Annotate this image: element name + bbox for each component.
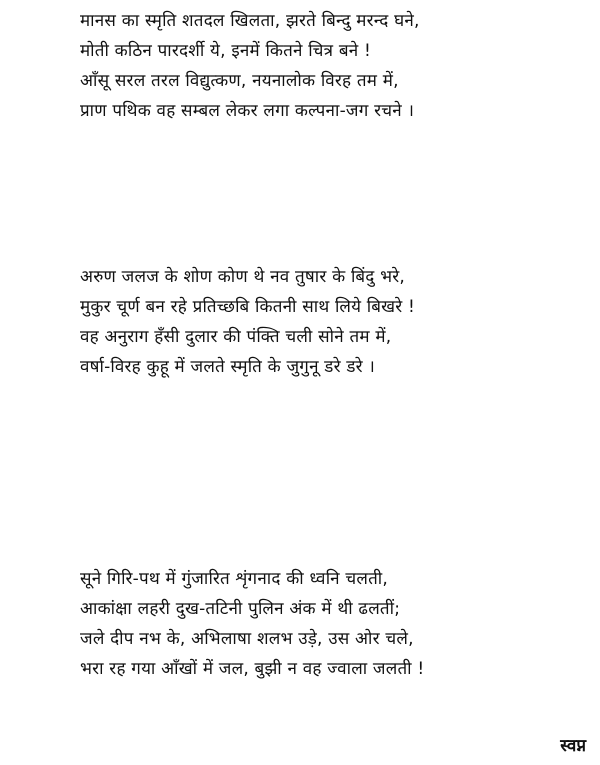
stanza-2 xyxy=(80,262,590,382)
poem-line: प्राण पथिक वह सम्बल लेकर लगा कल्पना-जग रचने । xyxy=(80,101,415,121)
poem-line: आँसू सरल तरल विद्युत्कण, नयनालोक विरह तम में, xyxy=(80,71,399,91)
poem-line: वह अनुराग हँसी दुलार की पंक्ति चली सोने तम में, xyxy=(80,327,392,347)
stanza-3 xyxy=(80,564,590,684)
stanza-1 xyxy=(80,6,590,126)
poem-line: अरुण जलज के शोण कोण थे नव तुषार के बिंदु भरे, xyxy=(80,267,406,287)
poem-line: आकांक्षा लहरी दुख-तटिनी पुलिन अंक में थी ढलतीं; xyxy=(80,599,401,619)
footer-title: स्वप्न xyxy=(560,736,586,756)
poem-line: मोती कठिन पारदर्शी ये, इनमें कितने चित्र बने ! xyxy=(80,41,371,61)
poem-line: मुकुर चूर्ण बन रहे प्रतिच्छबि कितनी साथ लिये बिखरे ! xyxy=(80,297,415,317)
poem-line: सूने गिरि-पथ में गुंजारित शृंगनाद की ध्वनि चलती, xyxy=(80,569,388,589)
poem-line: भरा रह गया आँखों में जल, बुझी न वह ज्वाला जलती ! xyxy=(80,659,425,679)
poem-line: वर्षा-विरह कुहू में जलते स्मृति के जुगुनू डरे डरे । xyxy=(80,357,376,377)
poem-line: मानस का स्मृति शतदल खिलता, झरते बिन्दु मरन्द घने, xyxy=(80,11,420,31)
poem-line: जले दीप नभ के, अभिलाषा शलभ उड़े, उस ओर चले, xyxy=(80,629,414,649)
